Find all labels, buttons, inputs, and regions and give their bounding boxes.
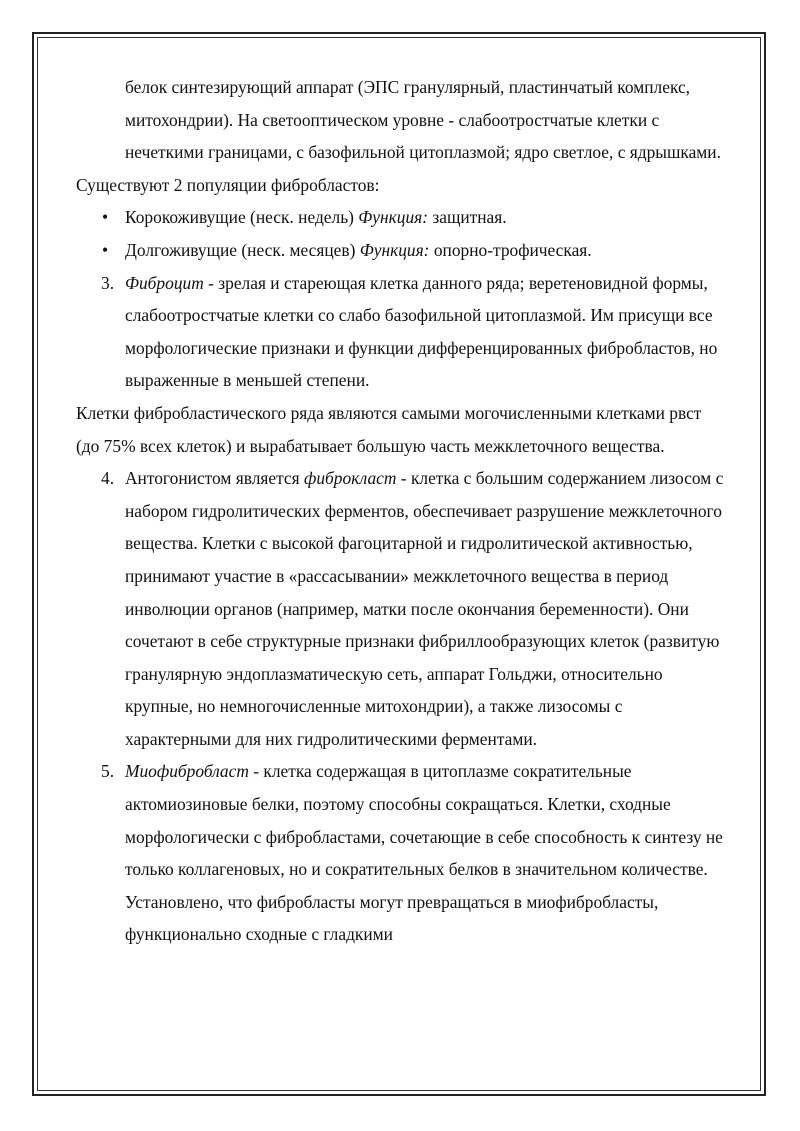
item-text: - зрелая и стареющая клетка данного ряда; веретеновидной формы, слабоотростчатые клетки со слабо базофильной цитоплазмой. Им присущи все морфологические признаки и функции дифференцированных фибробластов, но выраженные в меньшей степени. [125, 272, 718, 391]
list-item-fibroclast [76, 462, 726, 755]
bullet-rest: защитная. [428, 207, 507, 228]
bullet-rest: опорно-трофическая. [429, 239, 592, 260]
populations-intro: Существуют 2 популяции фибробластов: [76, 174, 380, 195]
numbered-list-part-1 [76, 267, 726, 397]
document-body [76, 71, 726, 951]
numbered-list-part-2 [76, 462, 726, 951]
item-prefix: Антогонистом является [125, 468, 305, 489]
bullet-label: Функция: [359, 239, 430, 260]
list-item [76, 234, 726, 267]
bullet-label: Функция: [358, 207, 429, 228]
bullet-icon: • [102, 239, 109, 260]
continuation-paragraph: белок синтезирующий аппарат (ЭПС гранулярный, пластинчатый комплекс, митохондрии). На светооптическом уровне - слабоотростчатые клетки с нечеткими границами, с базофильной цитоплазмой; ядро светлое, с ядрышками. [125, 77, 721, 163]
item-term: Фиброцит [125, 272, 204, 293]
list-item-myofibroblast [76, 755, 726, 951]
item-text: - клетка содержащая в цитоплазме сократительные актомиозиновые белки, поэтому способны сокращаться. Клетки, сходные морфологически с фибробластами, сочетающие в себе способность к синтезу не только коллагеновых, но и сократительных белков в значительном количестве. Установлено, что фибробласты могут превращаться в миофибробласты, функционально сходные с гладкими [125, 761, 723, 945]
list-item [76, 201, 726, 234]
item-term: Миофибробласт [125, 761, 249, 782]
item-term: фиброкласт [304, 468, 397, 489]
item-number: 4. [101, 468, 115, 489]
bullet-text: Долгоживущие (неск. месяцев) [125, 239, 360, 260]
populations-list [76, 201, 726, 266]
bullet-text: Корокоживущие (неск. недель) [125, 207, 359, 228]
summary-paragraph: Клетки фибробластического ряда являются самыми могочисленными клетками рвст (до 75% всех клеток) и вырабатывает большую часть межклеточного вещества. [76, 402, 702, 456]
item-number: 5. [101, 761, 115, 782]
item-number: 3. [101, 272, 115, 293]
bullet-icon: • [102, 207, 109, 228]
list-item-fibrocyte [76, 267, 726, 397]
item-text: - клетка с большим содержанием лизосом с набором гидролитических ферментов, обеспечивает разрушение межклеточного вещества. Клетки с высокой фагоцитарной и гидролитической активностью, принимают участие в «рассасывании» межклеточного вещества в период инволюции органов (например, матки после окончания беременности). Они сочетают в себе структурные признаки фибриллообразующих клеток (развитую гранулярную эндоплазматическую сеть, аппарат Гольджи, относительно крупные, но немногочисленные митохондрии), а также лизосомы с характерными для них гидролитическими ферментами. [125, 468, 724, 749]
